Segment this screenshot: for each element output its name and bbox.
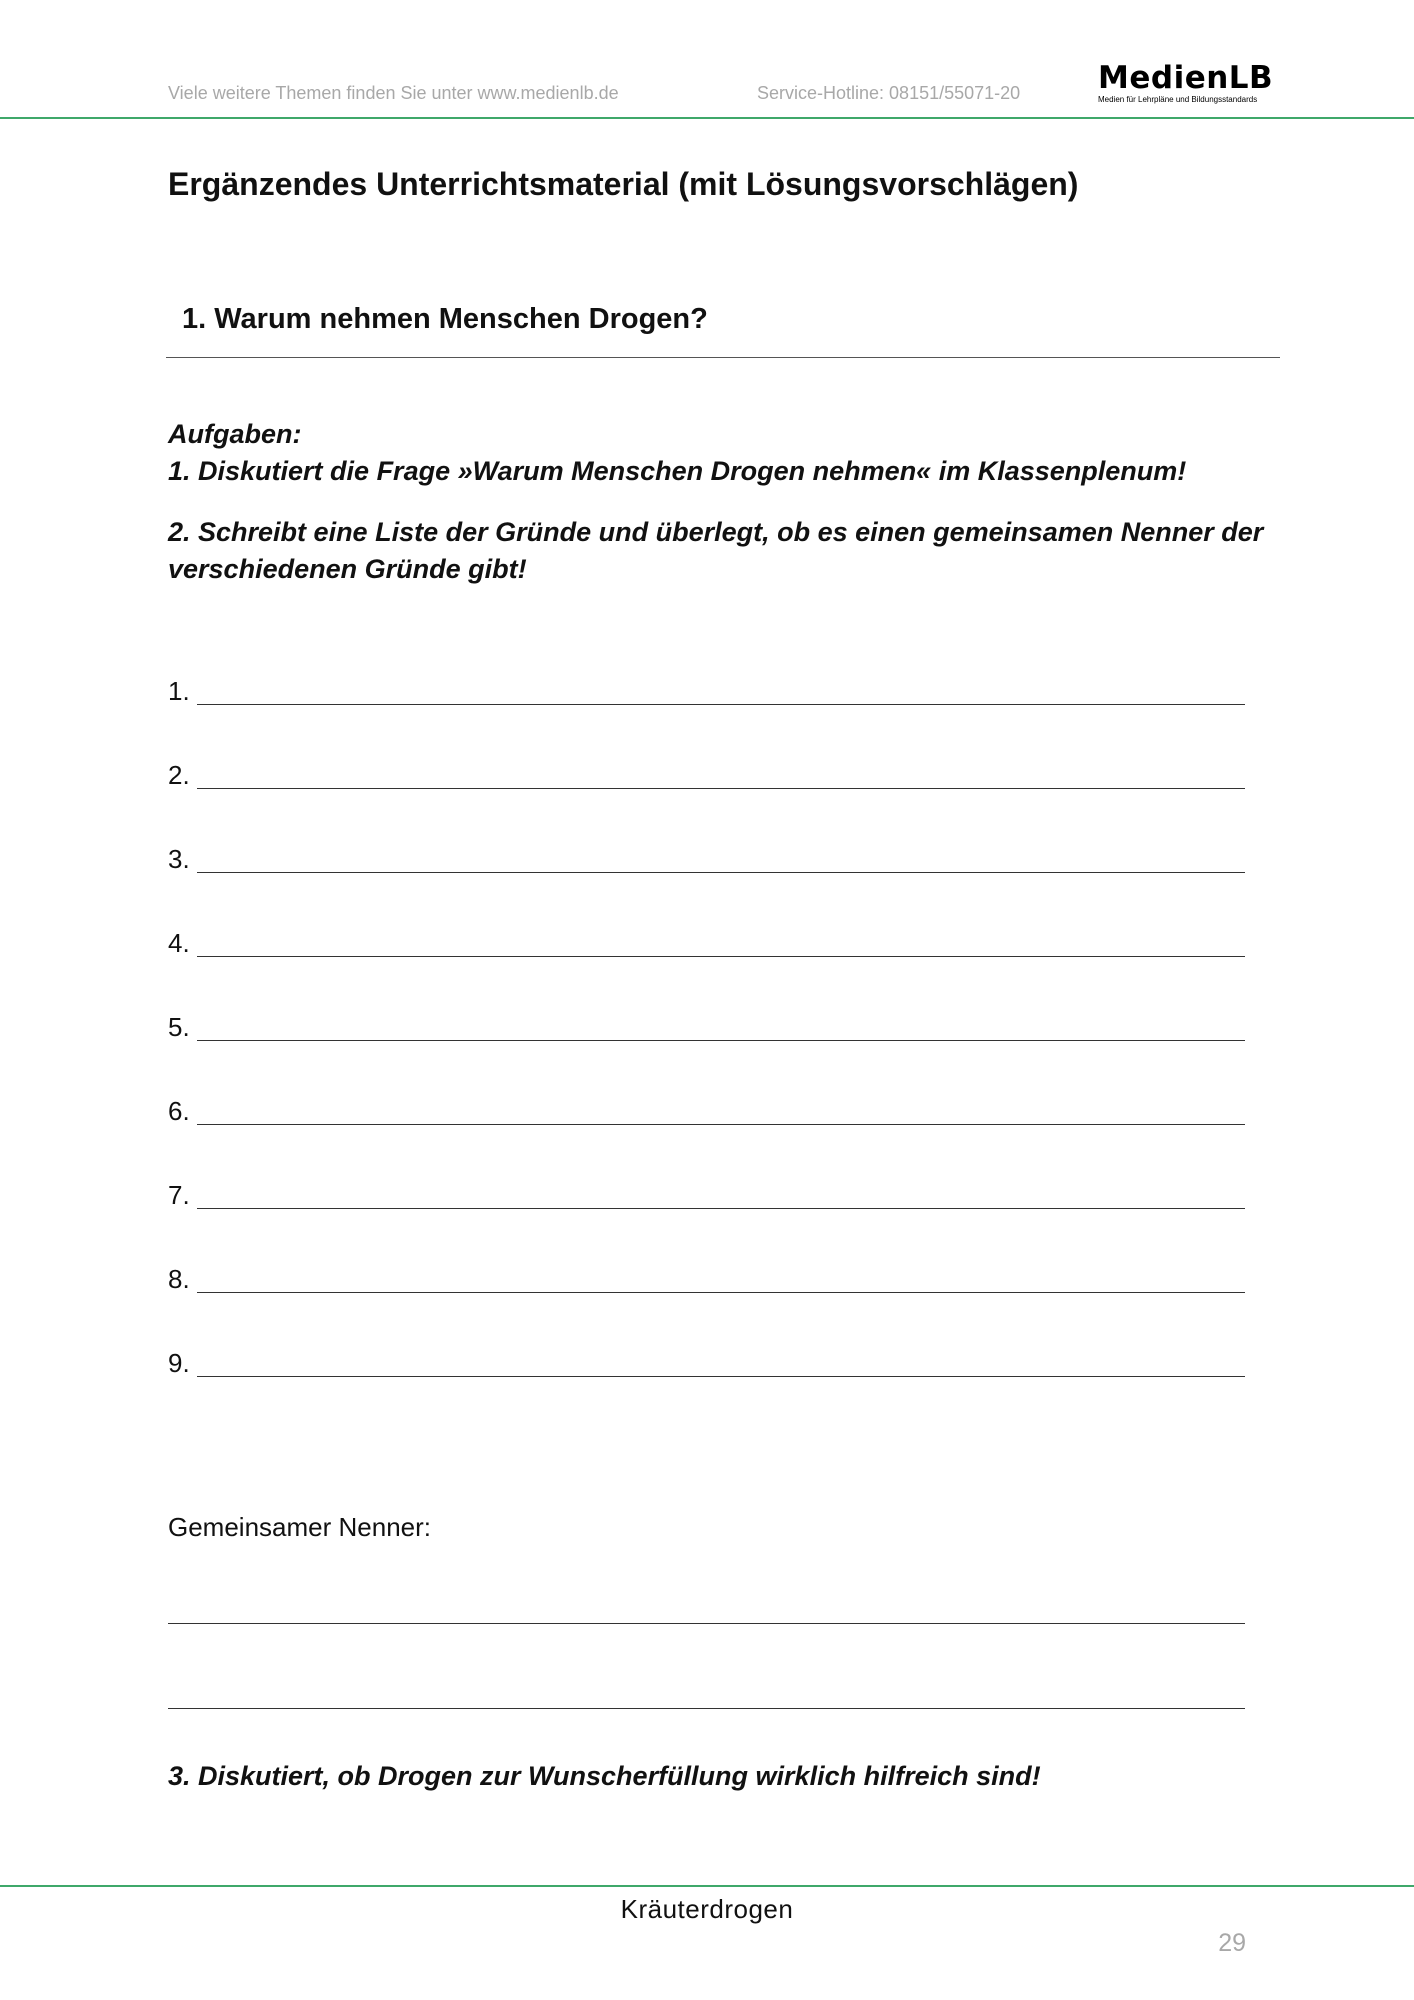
tasks-block bbox=[168, 416, 1318, 588]
tasks-label: Aufgaben: bbox=[168, 419, 302, 449]
logo-tagline: Medien für Lehrpläne und Bildungsstandards bbox=[1098, 95, 1258, 104]
answer-row bbox=[168, 672, 1248, 756]
answer-row bbox=[168, 924, 1248, 1008]
answer-row bbox=[168, 1092, 1248, 1176]
reasons-list bbox=[168, 672, 1248, 1428]
answer-row bbox=[168, 756, 1248, 840]
answer-number: 4. bbox=[168, 928, 190, 958]
page-header bbox=[0, 0, 1414, 120]
answer-line[interactable] bbox=[197, 956, 1245, 957]
header-divider bbox=[0, 117, 1414, 119]
answer-number: 2. bbox=[168, 760, 190, 790]
task-3: 3. Diskutiert, ob Drogen zur Wunscherfüllung wirklich hilfreich sind! bbox=[168, 1761, 1041, 1791]
answer-row bbox=[168, 1176, 1248, 1260]
footer-divider bbox=[0, 1885, 1414, 1887]
service-hotline: Service-Hotline: 08151/55071-20 bbox=[757, 83, 1021, 103]
answer-line[interactable] bbox=[197, 1040, 1245, 1041]
answer-row bbox=[168, 1260, 1248, 1344]
logo-name: MedienLB bbox=[1098, 60, 1274, 96]
website-note: Viele weitere Themen finden Sie unter www.medienlb.de bbox=[168, 83, 619, 103]
answer-number: 5. bbox=[168, 1012, 190, 1042]
answer-number: 1. bbox=[168, 676, 190, 706]
answer-line[interactable] bbox=[197, 1208, 1245, 1209]
answer-row bbox=[168, 840, 1248, 924]
answer-line[interactable] bbox=[197, 704, 1245, 705]
task-2: 2. Schreibt eine Liste der Gründe und überlegt, ob es einen gemeinsamen Nenner der verschiedenen Gründe gibt! bbox=[168, 517, 1264, 584]
answer-number: 7. bbox=[168, 1180, 190, 1210]
answer-line[interactable] bbox=[197, 872, 1245, 873]
answer-row bbox=[168, 1008, 1248, 1092]
answer-row bbox=[168, 1344, 1248, 1428]
section-divider bbox=[166, 357, 1280, 358]
footer-title: Kräuterdrogen bbox=[620, 1894, 794, 1924]
medienlb-logo bbox=[1098, 62, 1290, 108]
answer-line[interactable] bbox=[197, 1376, 1245, 1377]
common-denominator-line[interactable] bbox=[168, 1708, 1245, 1709]
answer-number: 8. bbox=[168, 1264, 190, 1294]
section-heading: 1. Warum nehmen Menschen Drogen? bbox=[182, 303, 708, 335]
page-number: 29 bbox=[1218, 1929, 1246, 1957]
common-denominator-line[interactable] bbox=[168, 1623, 1245, 1624]
answer-number: 9. bbox=[168, 1348, 190, 1378]
answer-line[interactable] bbox=[197, 1124, 1245, 1125]
answer-line[interactable] bbox=[197, 1292, 1245, 1293]
answer-line[interactable] bbox=[197, 788, 1245, 789]
answer-number: 6. bbox=[168, 1096, 190, 1126]
task-1: 1. Diskutiert die Frage »Warum Menschen Drogen nehmen« im Klassenplenum! bbox=[168, 456, 1187, 486]
answer-number: 3. bbox=[168, 844, 190, 874]
common-denominator-label: Gemeinsamer Nenner: bbox=[168, 1512, 431, 1542]
document-title: Ergänzendes Unterrichtsmaterial (mit Lösungsvorschlägen) bbox=[168, 166, 1079, 202]
